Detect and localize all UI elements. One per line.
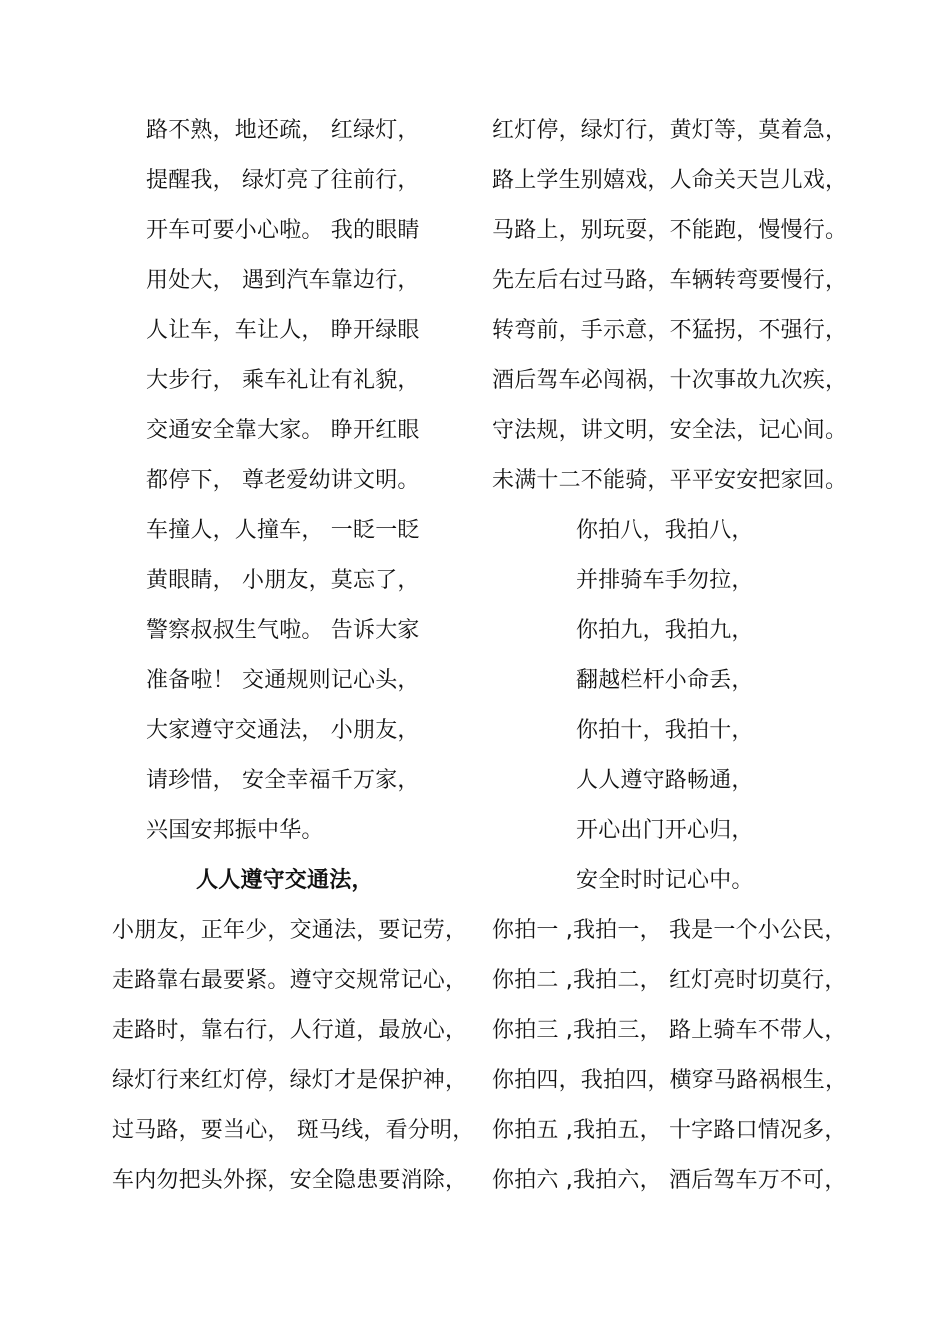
poem-line: 小朋友，正年少，交通法，要记劳， (112, 918, 468, 943)
clap-line: 你拍八，我拍八， (576, 518, 754, 543)
song-line: 大家遵守交通法， 小朋友， (146, 718, 420, 743)
song-line: 交通安全靠大家。 睁开红眼 (146, 418, 420, 443)
song-line: 都停下， 尊老爱幼讲文明。 (146, 468, 420, 493)
chant-line: 你拍三 ,我拍三， 路上骑车不带人， (492, 1018, 847, 1043)
poem-line: 先左后右过马路，车辆转弯要慢行， (492, 268, 848, 293)
clap-line: 你拍十，我拍十， (576, 718, 754, 743)
poem-line: 守法规，讲文明，安全法，记心间。 (492, 418, 848, 443)
song-line: 用处大， 遇到汽车靠边行， (146, 268, 420, 293)
poem-line: 走路靠右最要紧。遵守交规常记心， (112, 968, 468, 993)
song-line: 黄眼睛， 小朋友，莫忘了， (146, 568, 420, 593)
song-line: 提醒我， 绿灯亮了往前行， (146, 168, 420, 193)
song-line: 警察叔叔生气啦。 告诉大家 (146, 618, 420, 643)
poem-line: 未满十二不能骑，平平安安把家回。 (492, 468, 848, 493)
clap-line: 你拍九，我拍九， (576, 618, 754, 643)
song-line: 大步行， 乘车礼让有礼貌， (146, 368, 420, 393)
clap-line: 并排骑车手勿拉， (576, 568, 754, 593)
poem-line: 路上学生别嬉戏，人命关天岂儿戏， (492, 168, 848, 193)
chant-line: 你拍二 ,我拍二， 红灯亮时切莫行， (492, 968, 847, 993)
song-line: 开车可要小心啦。 我的眼睛 (146, 218, 420, 243)
poem-line: 红灯停，绿灯行，黄灯等，莫着急， (492, 118, 848, 143)
song-line: 请珍惜， 安全幸福千万家， (146, 768, 420, 793)
clap-line: 人人遵守路畅通， (576, 768, 754, 793)
clap-line: 开心出门开心归， (576, 818, 754, 843)
chant-line: 你拍四，我拍四，横穿马路祸根生， (492, 1068, 848, 1093)
clap-line: 翻越栏杆小命丢， (576, 668, 754, 693)
poem-line: 绿灯行来红灯停，绿灯才是保护神， (112, 1068, 468, 1093)
clap-line: 安全时时记心中。 (576, 868, 754, 893)
chant-line: 你拍五 ,我拍五， 十字路口情况多， (492, 1118, 847, 1143)
poem-line: 走路时，靠右行，人行道，最放心， (112, 1018, 468, 1043)
chant-line: 你拍六 ,我拍六， 酒后驾车万不可， (492, 1168, 847, 1193)
poem-line: 车内勿把头外探，安全隐患要消除， (112, 1168, 468, 1193)
chant-line: 你拍一 ,我拍一， 我是一个小公民， (492, 918, 847, 943)
poem-line: 马路上，别玩耍，不能跑，慢慢行。 (492, 218, 848, 243)
poem-line: 转弯前，手示意，不猛拐，不强行， (492, 318, 848, 343)
section-heading: 人人遵守交通法， (196, 868, 374, 893)
poem-line: 酒后驾车必闯祸，十次事故九次疾， (492, 368, 848, 393)
song-line: 车撞人，人撞车， 一眨一眨 (146, 518, 420, 543)
song-line: 兴国安邦振中华。 (146, 818, 324, 843)
song-line: 人让车，车让人， 睁开绿眼 (146, 318, 420, 343)
song-line: 准备啦！ 交通规则记心头， (146, 668, 420, 693)
poem-line: 过马路，要当心， 斑马线，看分明， (112, 1118, 475, 1143)
song-line: 路不熟，地还疏， 红绿灯， (146, 118, 420, 143)
